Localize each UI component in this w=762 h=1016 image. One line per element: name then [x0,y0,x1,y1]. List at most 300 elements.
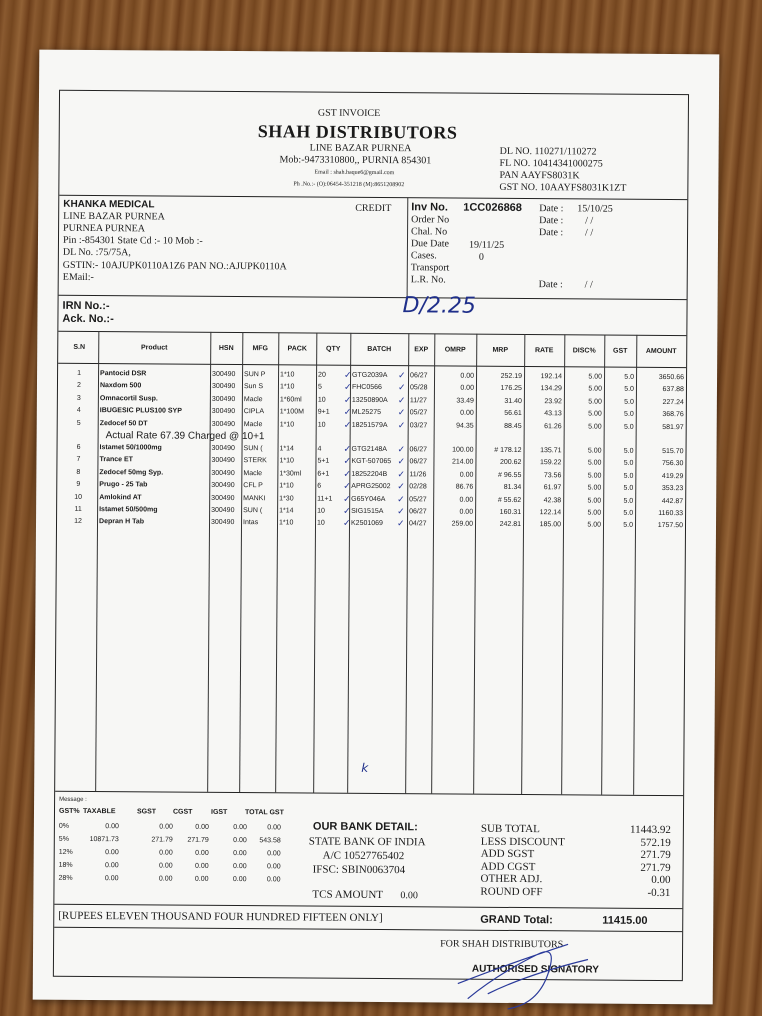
total-label: LESS DISCOUNT [480,835,565,848]
gst-header: GST% [58,807,80,815]
gst-cell: 0.00 [267,850,281,858]
table-cell: 0.00 [459,496,474,504]
gst-cell: 0.00 [195,823,209,831]
table-cell: 1*60ml [279,396,302,404]
total-label: ROUND OFF [480,885,543,898]
dl-no: DL NO. 110271/110272 [499,145,597,158]
table-cell: 1*10 [280,371,295,379]
total-value: 0.00 [651,873,671,887]
product-name: Istamet 50/1000mg [99,444,162,452]
ack-label: Ack. No.:- [62,312,114,326]
table-cell: 214.00 [452,458,474,467]
table-cell: 20 [318,371,326,379]
column-header: AMOUNT [645,347,677,356]
buyer-email: EMail:- [62,271,94,284]
cases-label: Cases. [410,250,437,262]
table-cell: 05/27 [409,495,427,503]
check-mark: ✓ [397,481,405,492]
table-cell: 5.00 [587,447,602,455]
table-cell: 5.0 [623,509,634,517]
check-mark: ✓ [397,444,406,455]
table-cell: Sun S [243,383,264,391]
gst-cell: 0.00 [232,863,247,871]
table-cell: MANKI [243,494,266,502]
table-cell: 1*10 [279,457,294,465]
table-cell: 02/28 [409,483,427,491]
gst-cell: 0.00 [195,849,209,857]
table-cell: 86.76 [455,483,474,491]
table-cell: 2 [77,382,81,390]
for-company: FOR SHAH DISTRIBUTORS [440,938,564,951]
column-header: MFG [252,345,269,353]
total-value: -0.31 [647,886,671,899]
table-cell: 10 [317,421,326,429]
table-cell: 5.00 [588,410,602,418]
gst-cell: 0.00 [104,862,119,870]
table-cell: 300490 [211,506,235,515]
buyer-line: Pin :-854301 State Cd :- 10 Mob :- [62,234,203,247]
table-cell: 1757.50 [657,522,684,530]
column-header: HSN [218,344,234,353]
table-cell: 11+1 [317,495,333,503]
table-cell: SUN P [244,371,266,379]
table-cell: 1*14 [279,445,294,453]
table-cell: 5 [317,383,322,392]
irn-label: IRN No.:- [62,299,110,313]
table-cell: 8 [76,468,81,476]
table-cell: 05/27 [409,409,428,417]
table-cell: 252.19 [500,372,523,381]
column-lines [60,91,688,95]
product-name: Trance ET [99,456,133,464]
gst-cell: 0.00 [232,876,247,884]
product-name: Prugo - 25 Tab [99,481,148,489]
table-cell: 10 [317,507,325,515]
table-cell: 31.40 [504,397,522,405]
bank-ifsc: IFSC: SBIN0063704 [312,863,406,877]
table-cell: 159.22 [540,459,562,467]
column-header: EXP [414,346,429,354]
table-cell: 5.00 [587,509,602,517]
table-cell: 200.62 [500,459,522,467]
gst-header: TOTAL GST [244,809,284,817]
table-cell: 18251579A [351,421,388,429]
table-cell: 81.34 [503,484,522,492]
table-cell: 185.00 [539,521,562,529]
table-cell: 0.00 [459,471,474,479]
column-header: BATCH [367,345,392,354]
table-cell: 5.00 [587,459,602,467]
table-cell: 1*100M [279,408,304,416]
column-header: QTY [326,345,341,353]
pan-no: PAN AAYFS8031K [499,169,580,182]
table-cell: 5.0 [623,472,634,480]
table-cell: 5.00 [588,385,602,393]
product-name: Depran H Tab [99,518,145,526]
table-cell: 1 [77,369,82,377]
table-cell: 300490 [211,482,235,490]
gst-cell: 271.79 [187,836,209,844]
table-cell: 5.0 [623,522,634,530]
check-mark: ✓ [397,394,406,405]
total-value: 11443.92 [630,823,671,837]
table-cell: SIG1515A [351,507,384,516]
check-mark: ✓ [397,456,406,467]
check-mark: ✓ [397,407,406,418]
grand-total-label: GRAND Total: [480,913,553,927]
authorised-signatory: AUTHORISED SIGNATORY [471,963,599,976]
table-cell: 61.97 [543,484,562,492]
table-cell: 176.25 [500,385,522,393]
column-header: DISC% [572,347,596,355]
table-cell: 5.0 [623,460,634,468]
table-cell: 5.00 [587,521,602,529]
gst-cell: 0.00 [266,863,281,871]
table-cell: 300490 [211,457,235,465]
table-cell: CIPLA [243,408,265,416]
company-phone: Ph .No.:- (O):06454-351218 (M):8651208902 [293,181,405,189]
table-cell: 56.61 [504,410,522,418]
amount-in-words: [RUPEES ELEVEN THOUSAND FOUR HUNDRED FIFTEEN ONLY] [58,909,383,925]
table-cell: 18252204B [351,470,388,478]
column-header: Product [140,344,168,352]
check-mark: ✓ [343,493,351,504]
inv-no: 1CC026868 [463,201,522,215]
gst-cell: 0.00 [159,849,173,857]
table-cell: 5+1 [317,457,330,466]
check-mark: ✓ [343,443,352,454]
buyer-line: DL No. :75/75A, [62,246,131,259]
divider [58,331,686,336]
table-cell: 300490 [211,494,235,502]
tcs-value: 0.00 [400,890,418,902]
divider [407,197,409,297]
table-cell: 442.87 [661,497,684,505]
table-cell: # 178.12 [494,446,522,455]
buyer-gstin: GSTIN:- 10AJUPK0110A1Z6 PAN NO.:AJUPK0110A [62,259,287,273]
check-mark: ✓ [343,406,352,418]
table-cell: 5.00 [587,484,602,492]
table-cell: Intas [243,519,259,527]
table-cell: 134.29 [540,385,562,393]
table-cell: 100.00 [452,446,474,454]
table-cell: 11 [74,505,82,513]
table-cell: 0.00 [460,409,474,417]
order-label: Order No [411,214,450,226]
table-cell: 1*14 [279,507,294,515]
total-label: OTHER ADJ. [480,872,543,886]
gst-cell: 0.00 [159,823,173,831]
column-header: RATE [534,347,554,355]
table-cell: 5.0 [624,398,634,406]
check-mark: ✓ [397,493,405,504]
handwritten-note: D/2.25 [402,293,476,319]
gst-cell: 0.00 [233,824,247,832]
signature-scribble [448,924,599,1015]
column-header: GST [613,347,628,355]
total-value: 271.79 [640,848,671,862]
table-cell: 515.70 [662,447,684,456]
table-cell: 300490 [211,408,236,416]
table-cell: 4 [76,407,81,415]
table-cell: 5.00 [587,472,602,480]
table-cell: 05/28 [409,384,428,392]
table-cell: 6+1 [317,470,330,478]
table-cell: GTG2148A [351,445,387,454]
table-cell: 1*30 [279,494,294,503]
table-cell: FHC0566 [351,384,382,392]
gst-cell: 0.00 [194,875,209,883]
table-cell: 1*10 [279,482,294,490]
product-name: IBUGESIC PLUS100 SYP [99,407,182,415]
rate-note: Actual Rate 67.39 Charged @ 10+1 [105,430,265,443]
table-cell: 94.35 [456,422,474,430]
table-cell: 419.29 [661,472,684,480]
gst-cell: 10871.73 [89,836,119,844]
gst-cell: 0.00 [233,850,247,858]
table-cell: 1*10 [279,383,295,391]
table-cell: 300490 [211,444,235,453]
table-cell: 88.45 [504,422,522,430]
buyer-name: KHANKA MEDICAL [63,198,155,211]
table-cell: 5.0 [624,410,634,418]
table-cell: 06/27 [409,458,428,466]
table-cell: 5.0 [624,373,635,381]
gst-cell: 271.79 [151,836,173,844]
table-cell: 06/27 [409,446,428,454]
table-cell: Macle [243,420,263,428]
table-cell: 5.0 [624,386,634,394]
divider [54,904,682,909]
gst-cell: 0.00 [104,875,119,883]
table-cell: 353.23 [661,485,684,493]
table-cell: 5.0 [623,497,634,505]
product-name: Zedocef 50 DT [99,419,148,427]
column-header: OMRP [444,346,466,354]
total-value: 271.79 [640,861,671,874]
gst-cell: 0.00 [267,824,281,832]
table-cell: APRG25002 [351,483,391,491]
invoice-frame [53,90,689,981]
lr-label: L.R. No. [410,274,446,286]
due-label: Due Date [410,238,450,250]
table-cell: 5.00 [588,423,602,431]
check-mark: ✓ [343,505,351,516]
inv-label: Inv No. [411,201,448,214]
product-name: Istamet 50/500mg [99,506,158,514]
check-mark: ✓ [398,370,406,381]
table-cell: 3650.66 [658,373,685,382]
column-header: S.N [73,343,86,351]
total-label: ADD SGST [480,847,535,861]
invoice-paper [33,50,720,1005]
table-cell: 300490 [211,383,236,391]
table-cell: 10 [74,493,83,501]
table-cell: 135.71 [540,447,562,455]
product-name: Omnacortil Susp. [99,394,158,403]
table-cell: # 96.55 [497,471,522,479]
gst-no: GST NO. 10AAYFS8031K1ZT [499,181,627,194]
table-cell: ML25275 [351,409,382,417]
table-cell: 122.14 [539,509,562,517]
table-cell: 9+1 [317,408,330,416]
buyer-line: LINE BAZAR PURNEA [63,210,165,223]
table-cell: 637.88 [662,386,684,394]
grand-total-value: 11415.00 [602,914,648,927]
table-cell: 160.31 [499,508,522,517]
gst-cell: 0.00 [158,875,173,883]
table-cell: 33.49 [456,397,474,405]
gst-cell: 0% [58,822,70,830]
table-cell: 5.00 [588,398,602,406]
table-cell: 300490 [211,469,235,477]
table-cell: # 55.62 [497,496,522,504]
handwritten-mark: k [361,760,369,775]
table-cell: Macle [243,395,263,404]
check-mark: ✓ [343,468,351,479]
table-cell: 0.00 [460,384,474,393]
table-cell: 1*30ml [279,470,302,478]
table-cell: 5 [76,419,81,427]
table-cell: 12 [74,518,82,526]
check-mark: ✓ [397,419,406,430]
gst-cell: 18% [58,861,73,869]
date-label: Date : [539,215,564,227]
gst-cell: 0.00 [233,837,247,845]
chal-label: Chal. No [411,226,448,238]
table-cell: 42.38 [543,496,562,504]
table-cell: 1*10 [279,420,295,429]
column-header: PACK [287,345,307,353]
gst-cell: 0.00 [105,823,119,831]
divider [55,791,683,796]
table-cell: 242.81 [499,521,522,529]
check-mark: ✓ [343,394,352,405]
gst-cell: 28% [58,874,73,882]
check-mark: ✓ [342,518,351,529]
doc-type: GST INVOICE [317,107,381,120]
table-cell: 10 [316,519,325,528]
table-cell: 5.0 [623,447,634,455]
company-name: SHAH DISTRIBUTORS [257,121,458,143]
blank-date: / / [584,279,593,291]
gst-cell: 0.00 [105,849,119,857]
blank-date: / / [585,227,594,239]
check-mark: ✓ [344,369,352,380]
table-cell: 11/27 [409,397,427,405]
table-cell: 5.0 [623,484,634,492]
table-cell: 73.56 [543,471,562,480]
check-mark: ✓ [397,468,405,479]
bank-title: OUR BANK DETAIL: [312,820,418,834]
table-cell: 9 [76,481,81,489]
table-cell: 0.00 [460,372,475,380]
divider [59,295,687,300]
bank-ac: A/C 10527765402 [322,849,405,863]
table-cell: 1*10 [278,519,294,527]
table-cell: STERK [243,457,267,465]
date-label: Date : [539,227,564,239]
check-mark: ✓ [396,518,405,529]
company-address: LINE BAZAR PURNEA [309,142,412,155]
table-cell: 7 [76,456,81,464]
column-header: MRP [492,346,509,354]
table-cell: 6 [76,443,81,451]
gst-header: SGST [136,808,157,816]
table-cell: 1160.33 [658,509,684,518]
table-cell: 03/27 [409,421,428,429]
due-date: 19/11/25 [468,239,505,251]
total-label: SUB TOTAL [480,822,540,836]
date-label: Date : [538,279,563,291]
total-value: 572.19 [640,836,671,849]
company-email: Email : shah.haque6@gmail.com [314,169,395,177]
gst-cell: 543.58 [259,837,281,845]
table-cell: 13250890A [351,396,388,404]
buyer-line: PURNEA PURNEA [63,222,146,235]
table-cell: 06/27 [409,508,427,516]
gst-cell: 5% [58,835,69,843]
table-cell: 300490 [212,370,236,379]
divider [58,363,686,368]
table-cell: 259.00 [451,520,474,529]
product-name: Zedocef 50mg Syp. [99,468,164,477]
tcs-label: TCS AMOUNT [312,888,384,902]
gst-header: TAXABLE [82,807,116,816]
table-cell: 0.00 [459,508,474,516]
table-cell: GTG2039A [352,371,388,380]
table-cell: 5.0 [623,423,634,431]
product-name: Naxdom 500 [99,382,142,390]
gst-header: CGST [172,808,193,816]
payment-mode: CREDIT [355,202,392,215]
table-cell: 5.00 [587,497,602,505]
table-cell: Macle [243,469,263,478]
transport-label: Transport [410,262,450,274]
table-cell: 5.00 [588,373,603,381]
blank-date: / / [585,215,594,227]
check-mark: ✓ [343,419,352,430]
fl-no: FL NO. 10414341000275 [499,157,603,170]
table-cell: SUN ( [243,507,263,515]
table-cell: 4 [317,445,322,453]
product-name: Amlokind AT [99,493,142,501]
table-cell: 43.13 [544,410,562,418]
inv-date: 15/10/25 [577,203,613,215]
gst-cell: 12% [58,848,73,856]
table-cell: CFL P [243,482,263,490]
check-mark: ✓ [397,506,405,517]
table-cell: KGT-507065 [351,458,392,466]
total-label: ADD CGST [480,860,536,873]
table-cell: G65Y046A [351,495,386,503]
check-mark: ✓ [343,382,352,393]
table-cell: 227.24 [662,398,684,406]
table-cell: 11/26 [409,471,427,479]
check-mark: ✓ [397,382,406,393]
message-label: Message : [59,796,87,803]
table-cell: 6 [317,482,322,490]
product-name: Pantocid DSR [100,370,147,378]
check-mark: ✓ [343,480,351,492]
table-cell: 61.26 [544,422,562,430]
table-cell: 192.14 [540,373,563,381]
table-cell: 300490 [211,395,236,403]
table-cell: 756.30 [662,460,684,468]
gst-header: IGST [210,808,228,816]
gst-cell: 0.00 [194,862,209,870]
table-cell: 06/27 [410,372,428,380]
